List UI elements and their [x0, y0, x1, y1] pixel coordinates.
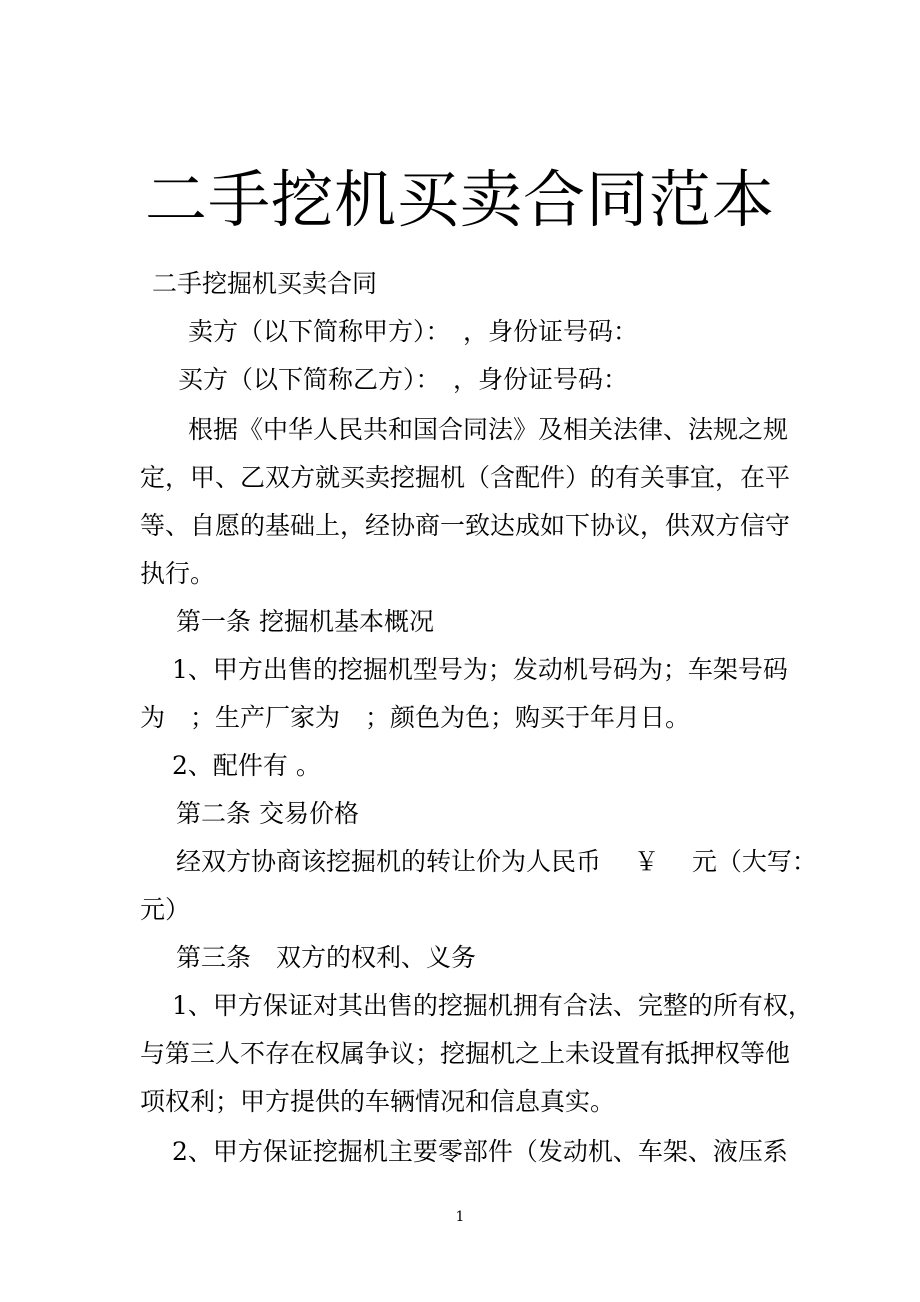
article-3-heading: 第三条 双方的权利、义务	[176, 943, 477, 972]
article-3-item-1-line-2: 与第三人不存在权属争议；挖掘机之上未设置有抵押权等他	[140, 1039, 791, 1068]
price-line-1: 经双方协商该挖掘机的转让价为人民币 ￥ 元（大写：	[176, 847, 817, 876]
article-3-item-1-line-3: 项权利；甲方提供的车辆情况和信息真实。	[140, 1087, 616, 1116]
article-3-item-1-line-1: 1、甲方保证对其出售的挖掘机拥有合法、完整的所有权，	[172, 991, 813, 1020]
article-1-item-2: 2、配件有 。	[172, 751, 321, 780]
document-title: 二手挖机买卖合同范本	[144, 163, 775, 236]
article-2-heading: 第二条 交易价格	[176, 799, 359, 828]
contract-heading: 二手挖掘机买卖合同	[152, 269, 378, 298]
article-1-heading: 第一条 挖掘机基本概况	[176, 607, 434, 636]
price-line-2: 元）	[140, 895, 191, 924]
preamble-line-2: 定，甲、乙双方就买卖挖掘机（含配件）的有关事宜，在平	[140, 463, 791, 492]
buyer-line: 买方（以下简称乙方）： ，身份证号码：	[178, 365, 629, 394]
article-1-item-1-line-2: 为 ；生产厂家为 ；颜色为色；购买于年月日。	[140, 703, 691, 732]
article-1-item-1-line-1: 1、甲方出售的挖掘机型号为；发动机号码为；车架号码	[172, 655, 788, 684]
seller-line: 卖方（以下简称甲方）： ，身份证号码：	[188, 317, 639, 346]
page-number: 1	[455, 1209, 465, 1225]
preamble-line-3: 等、自愿的基础上，经协商一致达成如下协议，供双方信守	[140, 511, 791, 540]
article-3-item-2-line-1: 2、甲方保证挖掘机主要零部件（发动机、车架、液压系	[172, 1137, 788, 1166]
preamble-line-4: 执行。	[140, 559, 216, 588]
preamble-line-1: 根据《中华人民共和国合同法》及相关法律、法规之规	[188, 415, 789, 444]
